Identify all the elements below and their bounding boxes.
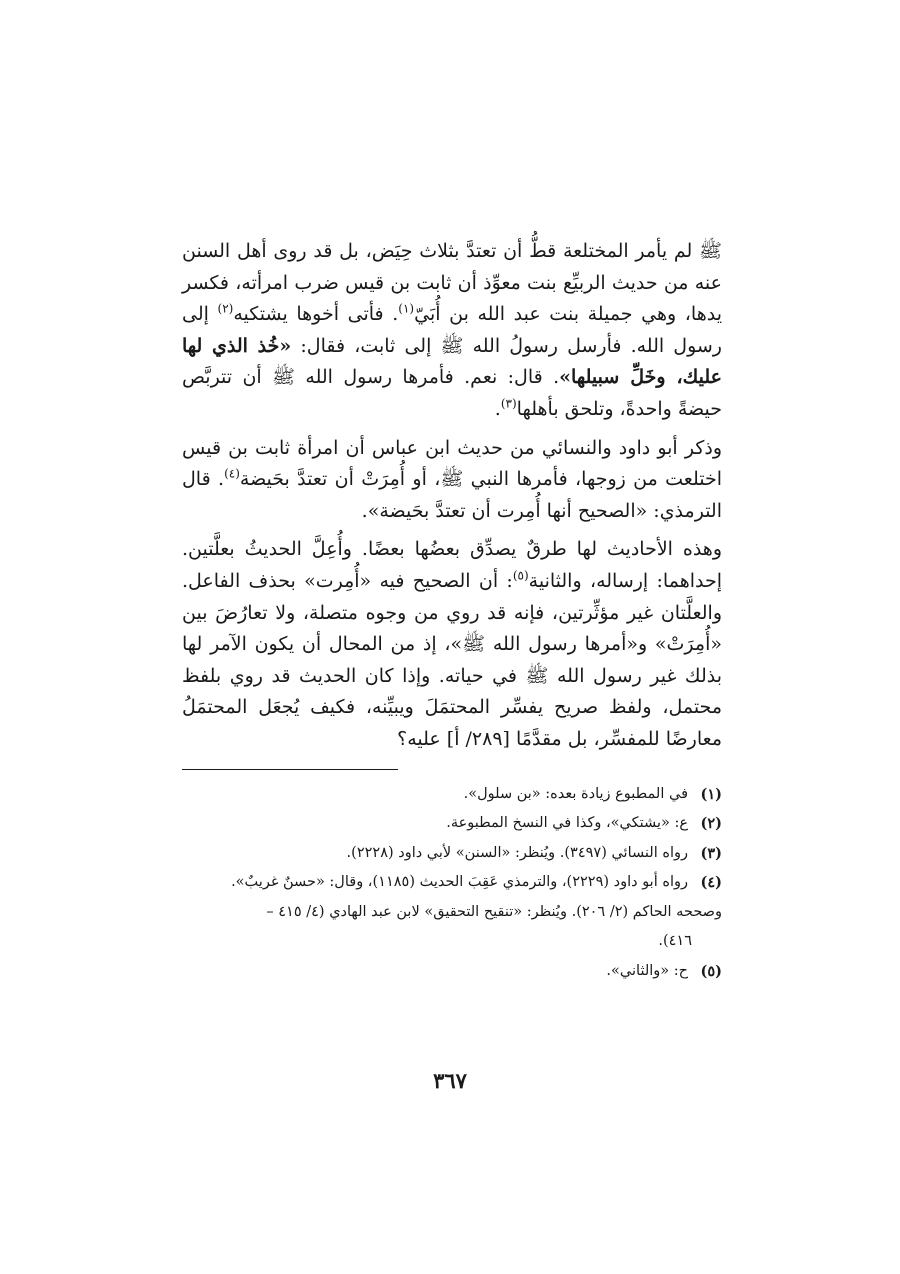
hadith-quote: «خُذ الذي لها عليك، وخَلِّ سبيلها» — [182, 334, 722, 389]
footnote-3 — [182, 839, 722, 869]
footnote-1 — [182, 780, 722, 810]
footnote-ref-2[interactable]: (٢) — [217, 301, 234, 316]
footnote-4 — [182, 868, 722, 898]
footnote-ref-4[interactable]: (٤) — [224, 466, 240, 481]
paragraph-1-text-1: ﷺ لم يأمر المختلعة قطُّ أن تعتدَّ بثلاث حِيَض، بل قد روى أهل السنن عنه من حديث الربيِّع بنت معوِّذ أن ثابت بن قيس ضرب امرأته، فكسر يدها، وهي جميلة بنت عبد الله بن أُبَيّ — [182, 240, 723, 326]
footnote-ref-1[interactable]: (١) — [398, 301, 415, 316]
paragraph-2 — [182, 433, 722, 528]
footnote-5 — [182, 957, 722, 987]
footnote-text-continued: وصححه الحاكم (٢/ ٢٠٦). ويُنظر: «تنقيح التحقيق» لابن عبد الهادي (٤/ ٤١٥ – — [266, 903, 722, 920]
paragraph-2-text-2: . قال الترمذي: «الصحيح أنها أُمِرت أن تعتدَّ بحَيضة». — [182, 468, 722, 522]
footnote-2 — [182, 809, 722, 839]
paragraph-1-text-4: . قال: نعم. فأمرها رسول الله ﷺ أن تتربَّص حيضةً واحدةً، وتلحق بأهلها — [182, 366, 722, 420]
footnote-ref-3[interactable]: (٣) — [500, 396, 517, 411]
footnote-text: في المطبوع زيادة بعده: «بن سلول». — [463, 785, 688, 802]
footnote-4-continuation-2 — [182, 927, 722, 957]
paragraph-3-text-2: : أن الصحيح فيه «أُمِرت» بحذف الفاعل. والعلَّتان غير مؤثِّرتين، فإنه قد روي من وجوه متصلة، ولا تعارُضَ بين «أُمِرَتْ» و«أمرها رسول الله ﷺ»، إذ من المحال أن يكون الآمر لها بذلك غير رسول الله ﷺ في حياته. وإذا كان الحديث قد روي بلفظ محتمل، ولفظ صريح يفسِّر المحتمَلَ ويبيِّنه، فكيف يُجعَل المحتمَلُ معارضًا للمفسِّر، بل مقدَّمًا [٢٨٩/ أ] عليه؟ — [182, 569, 722, 750]
footnote-text: رواه النسائي (٣٤٩٧). ويُنظر: «السنن» لأبي داود (٢٢٢٨). — [346, 844, 688, 861]
footnotes — [182, 780, 722, 987]
footnote-ref-5[interactable]: (٥) — [512, 568, 529, 583]
footnote-text: رواه أبو داود (٢٢٢٩)، والترمذي عَقِبَ الحديث (١١٨٥)، وقال: «حسنٌ غريبٌ». — [231, 874, 688, 890]
paragraph-1 — [182, 236, 722, 426]
footnote-number: (٣) — [700, 844, 722, 862]
paragraph-1-text-3: إلى رسول الله. فأرسل رسولُ الله ﷺ إلى ثابت، فقال: — [182, 303, 722, 357]
page-number: ٣٦٧ — [433, 1068, 467, 1093]
footnote-text: ع: «يشتكي»، وكذا في النسخ المطبوعة. — [446, 815, 688, 831]
main-text — [182, 236, 722, 756]
footnote-number: (١) — [700, 785, 722, 803]
paragraph-3 — [182, 534, 722, 755]
paragraph-2-text-1: وذكر أبو داود والنسائي من حديث ابن عباس أن امرأة ثابت بن قيس اختلعت من زوجها، فأمرها النبي ﷺ، أو أُمِرَتْ أن تعتدَّ بحَيضة — [182, 436, 722, 491]
footnote-number: (٤) — [700, 874, 722, 891]
page-content — [182, 236, 722, 986]
footnote-text: ح: «والثاني». — [606, 962, 688, 979]
paragraph-1-text-2: . فأتى أخوها يشتكيه — [233, 303, 399, 326]
footnote-number: (٢) — [700, 815, 722, 832]
footnote-number: (٥) — [700, 962, 722, 980]
paragraph-3-text-1: وهذه الأحاديث لها طرقٌ يصدِّق بعضُها بعضًا. وأُعِلَّ الحديثُ بعلَّتين. إحداهما: إرساله، والثانية — [182, 538, 722, 592]
footnote-text-continued-2: ٤١٦). — [658, 933, 692, 949]
footnote-4-continuation — [182, 898, 722, 928]
footnote-separator — [182, 769, 398, 770]
paragraph-1-text-5: . — [494, 397, 501, 420]
